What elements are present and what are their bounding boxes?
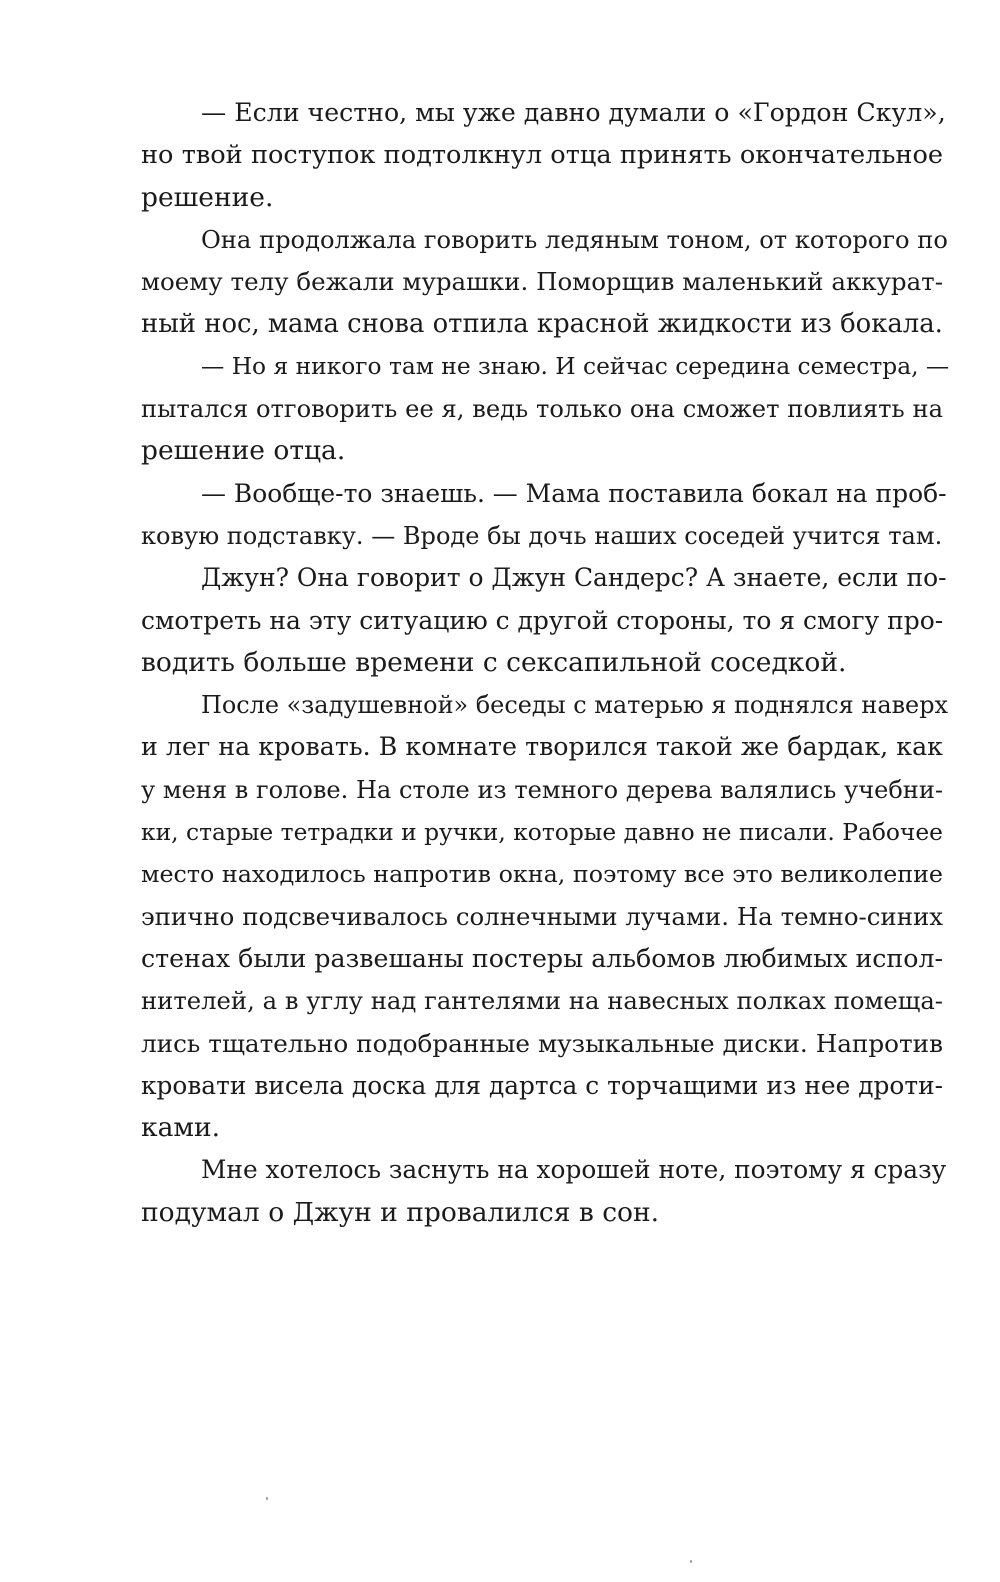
text-line: — Вообще-то знаешь. — Мама поставила бокал на проб- [201,478,947,508]
text-line: — Но я никого там не знаю. И сейчас середина семестра, — [201,352,950,380]
text-line: нителей, а в углу над гантелями на навесных полках помеща- [141,986,943,1016]
text-line: После «задушевной» беседы с матерью я поднялся наверх [201,691,949,720]
paragraph [141,684,949,1149]
text-line: водить больше времени с сексапильной соседкой. [141,646,847,678]
page-text [141,92,950,1234]
text-line: кровати висела доска для дартса с торчащими из нее дроти- [141,1070,943,1100]
paper-speck [690,1560,692,1563]
paragraph [141,219,948,346]
text-line: подумал о Джун и провалился в сон. [141,1196,660,1228]
paragraph [141,473,947,558]
text-line: лись тщательно подобранные музыкальные диски. Напротив [141,1028,943,1058]
text-line: ковую подставку. — Вроде бы дочь наших соседей учится там. [141,521,943,550]
paper-speck [266,1497,268,1500]
text-line: Мне хотелось заснуть на хорошей ноте, поэтому я сразу [201,1155,947,1185]
text-line: смотреть на эту ситуацию с другой стороны, то я смогу про- [141,605,944,635]
text-line: место находилось напротив окна, поэтому все это великолепие [141,860,943,889]
text-line: решение. [141,181,274,213]
text-line: но твой поступок подтолкнул отца принять окончательное [141,140,943,171]
paragraph [141,92,946,219]
text-line: ками. [141,1112,221,1144]
text-line: и лег на кровать. В комнате творился такой же бардак, как [141,732,943,762]
text-line: Она продолжала говорить ледяным тоном, от которого по [201,225,948,254]
text-line: у меня в голове. На столе из темного дерева валялись учебни- [141,775,943,804]
text-line: ный нос, мама снова отпила красной жидкости из бокала. [141,309,943,340]
paragraph [141,557,947,684]
text-line: эпично подсвечивалось солнечными лучами. На темно-синих [141,901,943,931]
text-line: — Если честно, мы уже давно думали о «Гордон Скул», [201,98,946,127]
paragraph [141,346,950,473]
paragraph [141,1149,947,1234]
text-line: решение отца. [141,435,346,467]
text-line: ки, старые тетрадки и ручки, которые давно не писали. Рабочее [141,818,943,847]
text-line: Джун? Она говорит о Джун Сандерс? А знаете, если по- [201,563,947,593]
text-line: стенах были развешаны постеры альбомов любимых испол- [141,943,943,973]
text-line: моему телу бежали мурашки. Поморщив маленький аккурат- [141,267,943,297]
text-line: пытался отговорить ее я, ведь только она сможет повлиять на [141,395,943,424]
